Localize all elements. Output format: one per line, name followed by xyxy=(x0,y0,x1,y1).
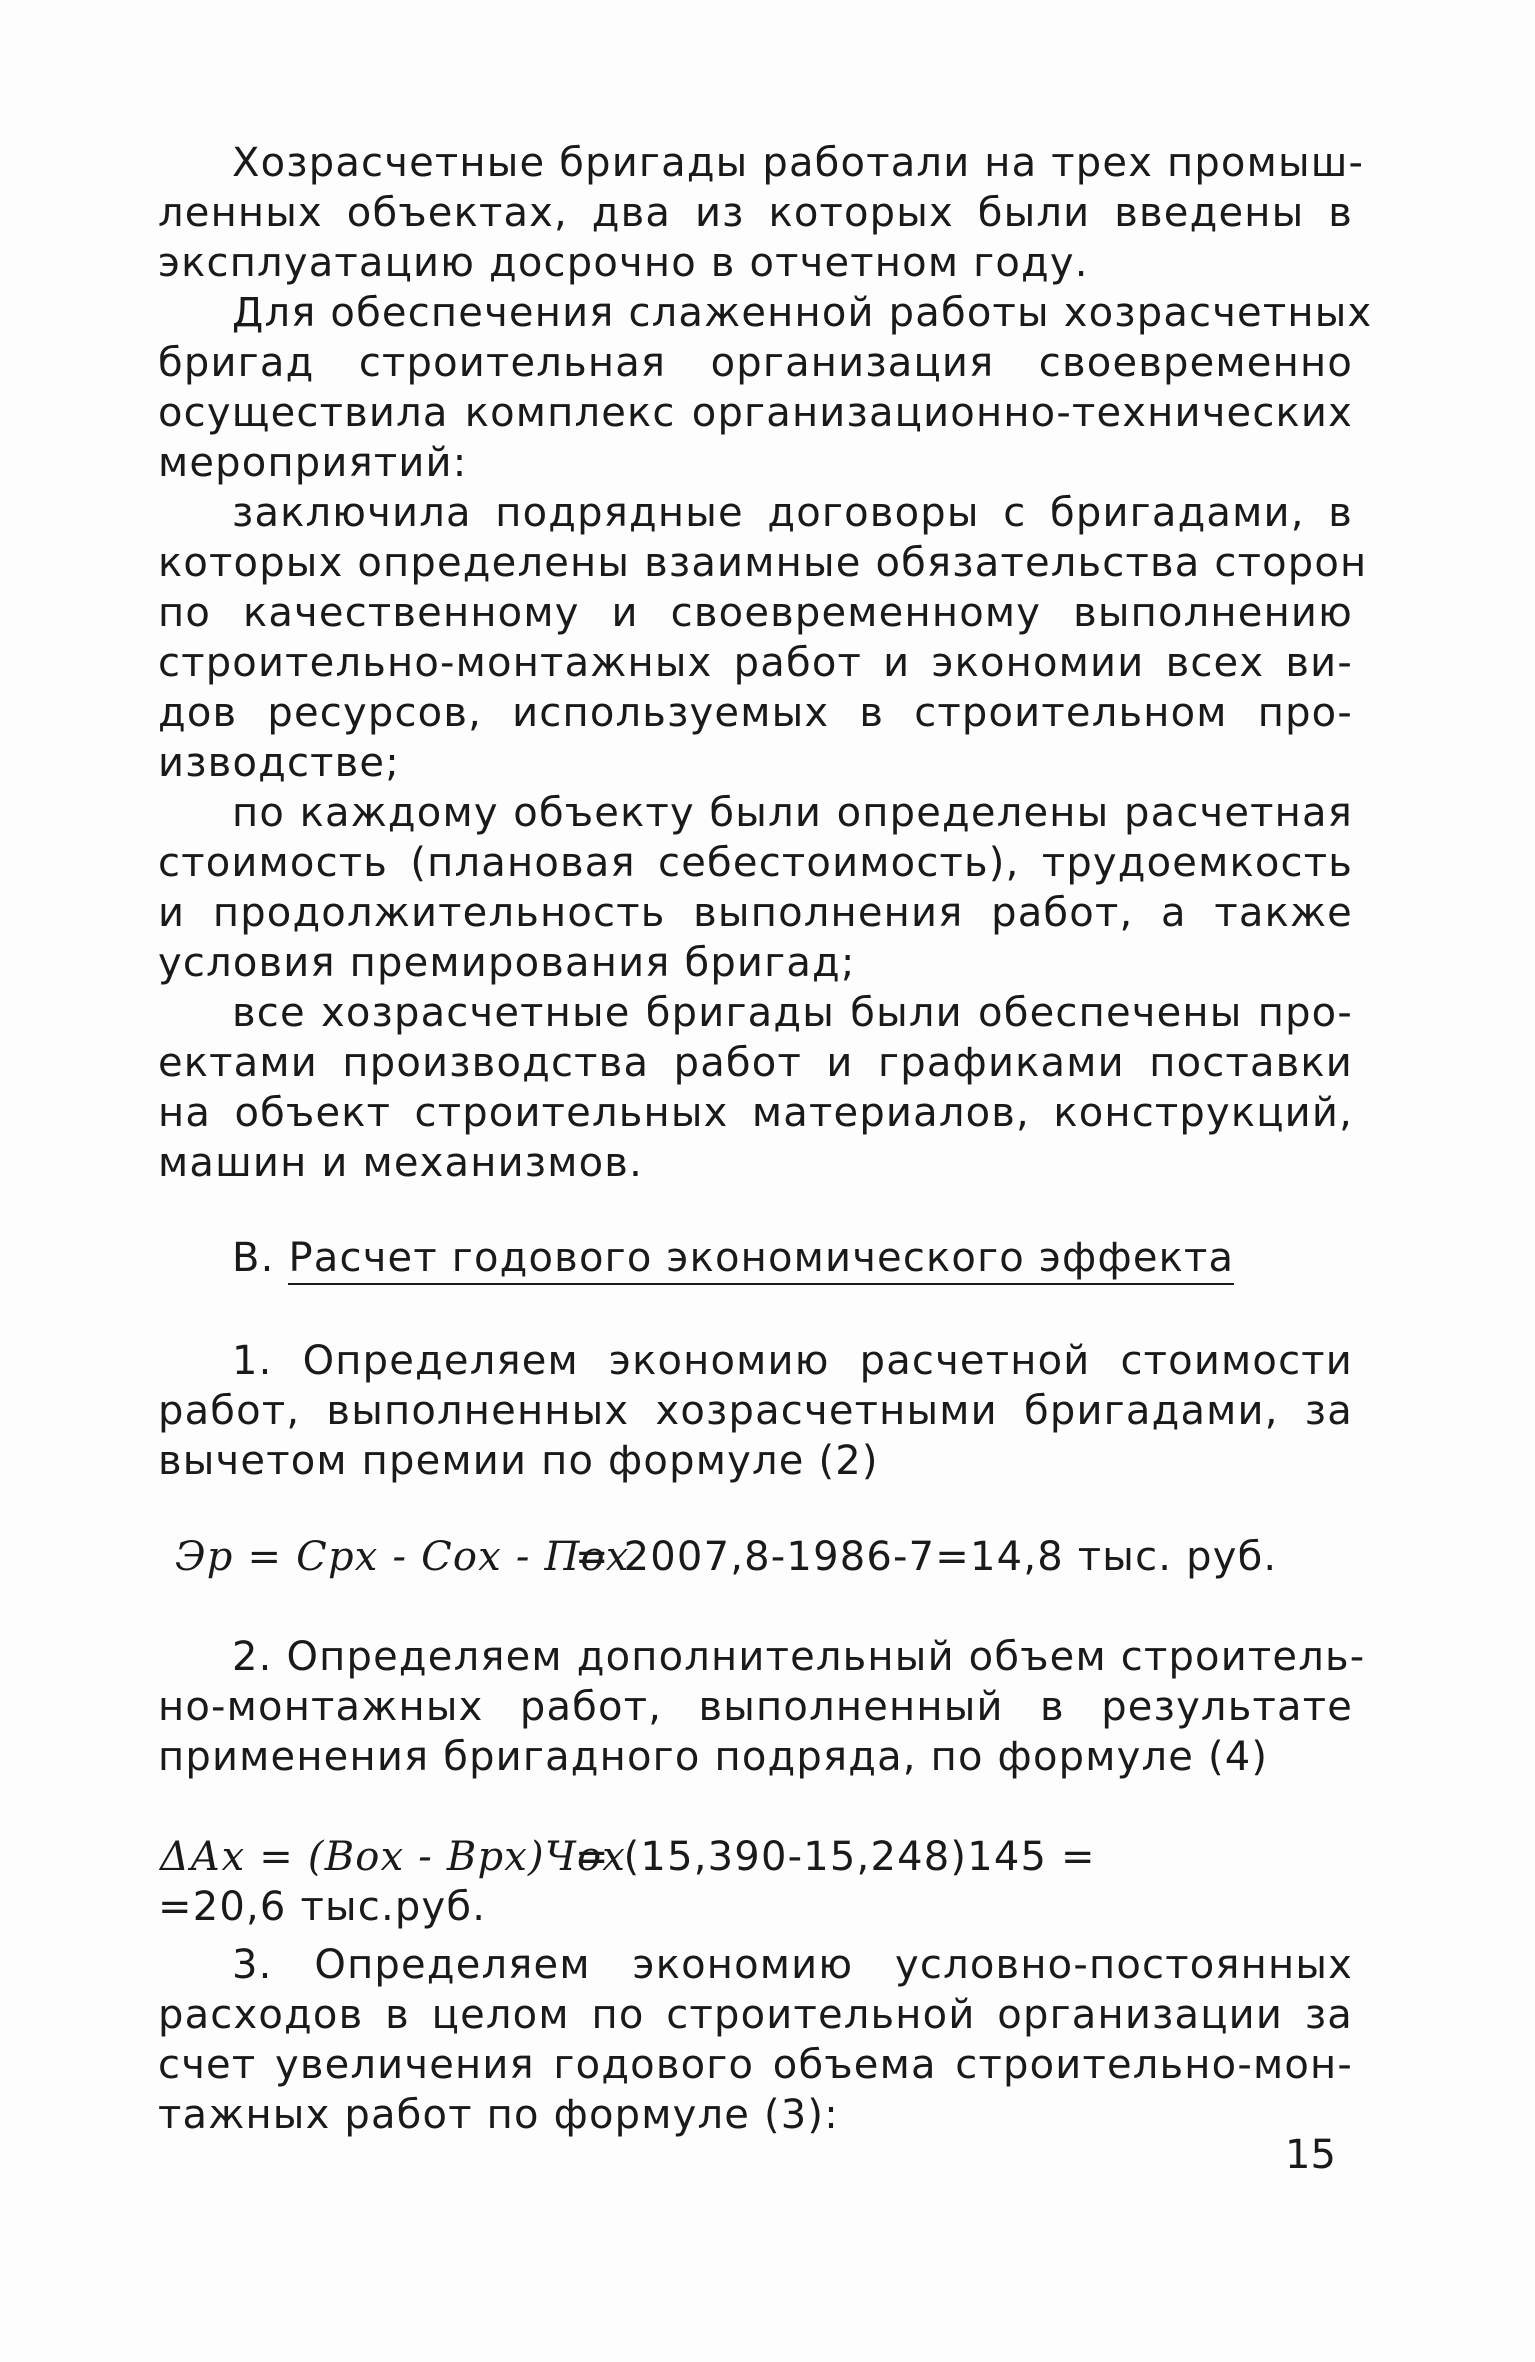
formula-2-continuation: =20,6 тыс.руб. xyxy=(158,1884,487,1930)
paragraph-line: по каждому объекту были определены расчетная xyxy=(232,790,1353,836)
step-line: но-монтажных работ, выполненный в результате xyxy=(158,1684,1353,1730)
paragraph-line: по качественному и своевременному выполнению xyxy=(158,590,1353,636)
step-line: счет увеличения годового объема строительно-мон- xyxy=(158,2042,1353,2088)
step-line: вычетом премии по формуле (2) xyxy=(158,1438,879,1484)
paragraph-line: дов ресурсов, используемых в строительном про- xyxy=(158,690,1353,736)
paragraph-line: все хозрасчетные бригады были обеспечены про- xyxy=(232,990,1353,1036)
step-line: работ, выполненных хозрасчетными бригадами, за xyxy=(158,1388,1353,1434)
paragraph-line: заключила подрядные договоры с бригадами, в xyxy=(232,490,1353,536)
section-heading xyxy=(232,1233,1234,1283)
formula-1-lhs: Эр = Срх - Сох - Пох xyxy=(175,1534,630,1580)
paragraph-line: и продолжительность выполнения работ, а также xyxy=(158,890,1353,936)
paragraph-line: мероприятий: xyxy=(158,440,468,486)
step-line: расходов в целом по строительной организации за xyxy=(158,1992,1353,2038)
paragraph-line: Для обеспечения слаженной работы хозрасчетных xyxy=(232,290,1373,336)
formula-2-rhs: = (15,390-15,248)145 = xyxy=(575,1834,1096,1880)
formula-2-lhs: ΔАх = (Вох - Врх)Чох xyxy=(160,1834,626,1880)
paragraph-line: строительно-монтажных работ и экономии всех ви- xyxy=(158,640,1353,686)
step-line: 2. Определяем дополнительный объем строитель- xyxy=(232,1634,1366,1680)
paragraph-line: изводстве; xyxy=(158,740,400,786)
paragraph-line: Хозрасчетные бригады работали на трех промыш- xyxy=(232,140,1365,186)
step-line: тажных работ по формуле (3): xyxy=(158,2092,839,2138)
section-label: В. xyxy=(232,1235,275,1281)
paragraph-line: осуществила комплекс организационно-технических xyxy=(158,390,1353,436)
paragraph-line: условия премирования бригад; xyxy=(158,940,856,986)
page-number: 15 xyxy=(1285,2132,1336,2178)
section-title: Расчет годового экономического эффекта xyxy=(288,1235,1234,1285)
step-line: 3. Определяем экономию условно-постоянных xyxy=(232,1942,1353,1988)
paragraph-line: машин и механизмов. xyxy=(158,1140,643,1186)
paragraph-line: которых определены взаимные обязательства сторон xyxy=(158,540,1368,586)
paragraph-line: бригад строительная организация своевременно xyxy=(158,340,1353,386)
paragraph-line: на объект строительных материалов, конструкций, xyxy=(158,1090,1353,1136)
paragraph-line: стоимость (плановая себестоимость), трудоемкость xyxy=(158,840,1353,886)
paragraph-line: эксплуатацию досрочно в отчетном году. xyxy=(158,240,1089,286)
formula-1-rhs: = 2007,8-1986-7=14,8 тыс. руб. xyxy=(575,1534,1278,1580)
step-line: применения бригадного подряда, по формуле (4) xyxy=(158,1734,1269,1780)
step-line: 1. Определяем экономию расчетной стоимости xyxy=(232,1338,1353,1384)
paragraph-line: ленных объектах, два из которых были введены в xyxy=(158,190,1353,236)
paragraph-line: ектами производства работ и графиками поставки xyxy=(158,1040,1353,1086)
